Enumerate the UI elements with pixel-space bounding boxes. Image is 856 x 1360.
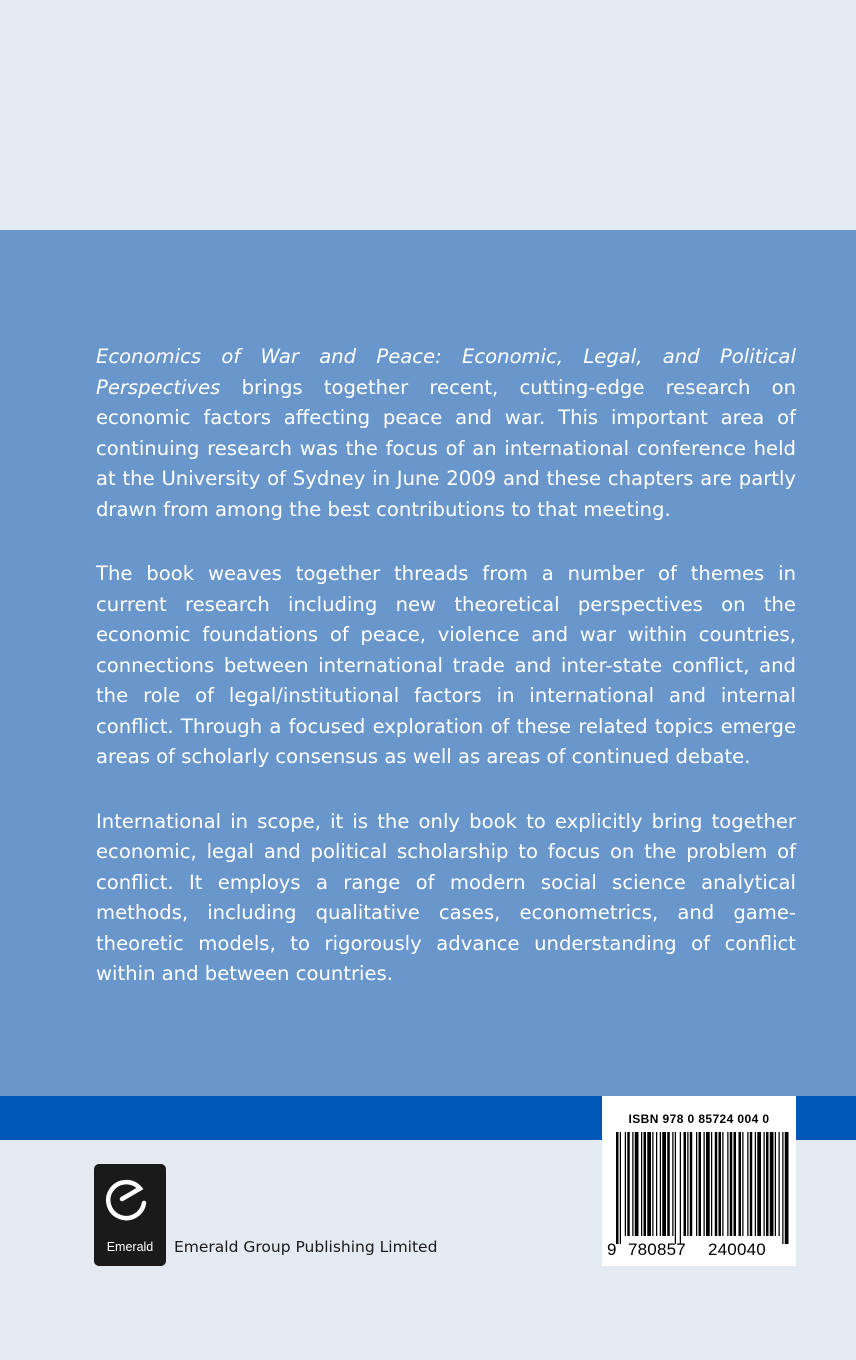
barcode-bar bbox=[656, 1132, 657, 1236]
barcode-bar bbox=[680, 1132, 681, 1244]
barcode-bar bbox=[782, 1132, 783, 1244]
barcode-bar bbox=[711, 1132, 712, 1236]
barcode-bar bbox=[662, 1132, 666, 1236]
barcode-lead-digit: 9 bbox=[607, 1240, 617, 1259]
barcode-bar bbox=[687, 1132, 688, 1236]
barcode-bar bbox=[722, 1132, 723, 1236]
barcode-bar bbox=[730, 1132, 733, 1236]
barcode-bar bbox=[739, 1132, 742, 1236]
barcode-bar bbox=[750, 1132, 753, 1236]
barcode-right-digits: 240040 bbox=[708, 1240, 766, 1259]
barcode-bar bbox=[635, 1132, 639, 1236]
barcode-bar bbox=[660, 1132, 661, 1236]
barcode-bar bbox=[747, 1132, 748, 1236]
barcode-bar bbox=[647, 1132, 651, 1236]
barcode-bar bbox=[616, 1132, 619, 1244]
top-band bbox=[0, 0, 856, 230]
barcode-bar bbox=[667, 1132, 670, 1236]
barcode-bar bbox=[706, 1132, 710, 1236]
barcode-bar bbox=[715, 1132, 718, 1236]
barcode-bar bbox=[684, 1132, 687, 1236]
barcode-bar bbox=[734, 1132, 737, 1236]
publisher-name: Emerald Group Publishing Limited bbox=[174, 1238, 438, 1256]
barcode-bar bbox=[766, 1132, 769, 1236]
logo-text: Emerald bbox=[106, 1240, 154, 1254]
barcode-bar bbox=[755, 1132, 756, 1236]
barcode-bar bbox=[690, 1132, 693, 1236]
barcode-bar bbox=[757, 1132, 761, 1236]
barcode-bar bbox=[696, 1132, 697, 1236]
description-paragraph-3: International in scope, it is the only book to explicitly bring together economic, legal and political scholarship to focus on the problem of conflict. It employs a range of modern social science analytical methods, including qualitative cases, econometrics, and game-theoretic models, to rigorously advance understanding of conflict within and between countries. bbox=[96, 809, 796, 985]
isbn-label: ISBN 978 0 85724 004 0 bbox=[628, 1112, 770, 1126]
barcode-bar bbox=[764, 1132, 765, 1236]
barcode-bar bbox=[675, 1132, 676, 1244]
book-title: Economics of War and Peace: Economic, Legal, and Political Perspectives bbox=[96, 345, 796, 399]
barcode-bar bbox=[620, 1132, 621, 1244]
emerald-logo-icon bbox=[94, 1164, 166, 1240]
barcode-left-digits: 780857 bbox=[628, 1240, 686, 1259]
barcode-bar bbox=[704, 1132, 705, 1236]
barcode-bar bbox=[775, 1132, 776, 1236]
barcode-bar bbox=[641, 1132, 642, 1236]
description-paragraph-1-text: brings together recent, cutting-edge research on economic factors affecting peace and war. This important area of continuing research was the focus of an international conference held at the University of Sydney in June 2009 and these chapters are partly drawn from among the best contributions to that meeting. bbox=[96, 375, 796, 521]
barcode-bar bbox=[770, 1132, 774, 1236]
barcode-bar bbox=[625, 1132, 626, 1236]
barcode-bar bbox=[672, 1132, 673, 1236]
barcode-bar bbox=[632, 1132, 633, 1236]
barcode bbox=[602, 1096, 796, 1266]
barcode-bar bbox=[699, 1132, 702, 1236]
barcode-bar bbox=[644, 1132, 647, 1236]
barcode-bar bbox=[719, 1132, 722, 1236]
book-description bbox=[96, 342, 796, 1024]
emerald-logo bbox=[94, 1164, 166, 1266]
barcode-bar bbox=[742, 1132, 743, 1236]
barcode-bar bbox=[627, 1132, 630, 1236]
barcode-bar bbox=[785, 1132, 789, 1244]
description-paragraph-2: The book weaves together threads from a number of themes in current research including new theoretical perspectives on the economic foundations of peace, violence and war within countries, connections between international trade and inter-state conflict, and the role of legal/institutional factors in international and internal conflict. Through a focused exploration of these related topics emerge areas of scholarly consensus as well as areas of continued debate. bbox=[96, 562, 796, 768]
barcode-bar bbox=[727, 1132, 728, 1236]
barcode-bar bbox=[779, 1132, 780, 1236]
description-paragraph-1 bbox=[96, 342, 796, 525]
barcode-bar bbox=[652, 1132, 653, 1236]
